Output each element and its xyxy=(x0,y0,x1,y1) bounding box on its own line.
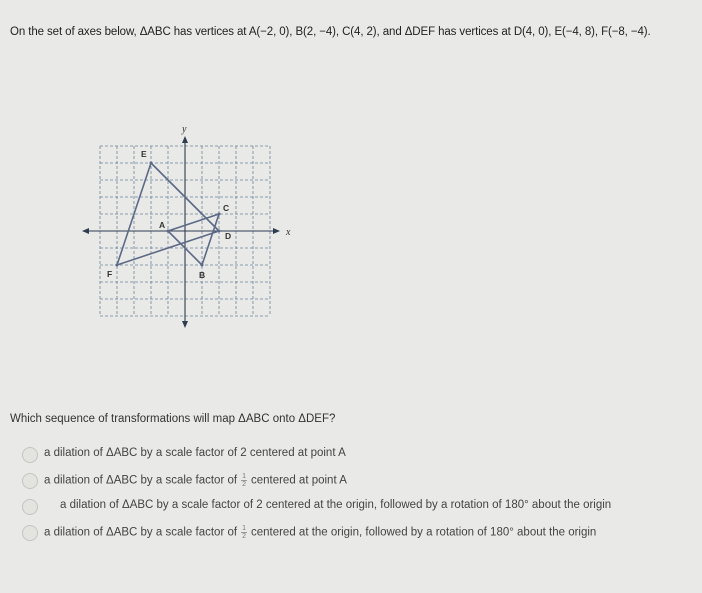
vertex-point-f xyxy=(116,264,119,267)
radio-icon[interactable] xyxy=(22,447,38,463)
vertex-label-e: E xyxy=(141,149,147,159)
fraction-denominator: 2 xyxy=(242,533,246,540)
vertex-label-d: D xyxy=(225,231,232,241)
choice-4-label xyxy=(44,525,596,540)
y-axis-arrow-icon xyxy=(182,136,188,143)
choice-2-label xyxy=(44,473,347,488)
vertex-label-c: C xyxy=(223,203,230,213)
x-axis-arrow-icon xyxy=(273,228,280,234)
vertex-point-d xyxy=(218,230,221,233)
fraction-one-half xyxy=(241,525,247,540)
vertex-label-a: A xyxy=(159,220,166,230)
fraction-numerator: 1 xyxy=(242,473,246,480)
fraction-numerator: 1 xyxy=(242,525,246,532)
choice-3-label: a dilation of ΔABC by a scale factor of 2 centered at the origin, followed by a rotation of 180° about the origin xyxy=(60,499,612,511)
radio-icon[interactable] xyxy=(22,499,38,515)
fraction-denominator: 2 xyxy=(242,481,246,488)
vertex-point-c xyxy=(218,213,221,216)
vertex-label-b: B xyxy=(199,270,206,280)
choice-2-text-after: centered at point A xyxy=(250,474,347,487)
question-text: On the set of axes below, ΔABC has vertices at A(−2, 0), B(2, −4), C(4, 2), and ΔDEF has vertices at D(4, 0), E(−4, 8), F(−8, −4). xyxy=(10,26,651,38)
y-axis-arrow-icon xyxy=(182,321,188,328)
x-axis-arrow-icon xyxy=(82,228,89,234)
choice-4-text-before: a dilation of ΔABC by a scale factor of xyxy=(44,526,238,539)
choice-1[interactable] xyxy=(0,444,702,470)
vertex-point-a xyxy=(167,230,170,233)
radio-icon[interactable] xyxy=(22,525,38,541)
question-prompt: Which sequence of transformations will map ΔABC onto ΔDEF? xyxy=(10,413,336,425)
vertex-label-f: F xyxy=(107,269,113,279)
vertex-point-b xyxy=(201,264,204,267)
vertex-point-e xyxy=(150,162,153,165)
fraction-one-half xyxy=(241,473,247,488)
choice-3[interactable] xyxy=(0,496,702,522)
y-axis-label: y xyxy=(182,124,187,135)
graph-svg xyxy=(18,55,363,405)
choice-4[interactable] xyxy=(0,522,702,548)
choice-2[interactable] xyxy=(0,470,702,496)
coordinate-graph xyxy=(18,55,363,405)
choice-4-text-after: centered at the origin, followed by a rotation of 180° about the origin xyxy=(250,526,597,539)
radio-icon[interactable] xyxy=(22,473,38,489)
choice-1-label: a dilation of ΔABC by a scale factor of 2 centered at point A xyxy=(44,447,346,459)
x-axis-label: x xyxy=(286,227,291,238)
choice-2-text-before: a dilation of ΔABC by a scale factor of xyxy=(44,474,238,487)
